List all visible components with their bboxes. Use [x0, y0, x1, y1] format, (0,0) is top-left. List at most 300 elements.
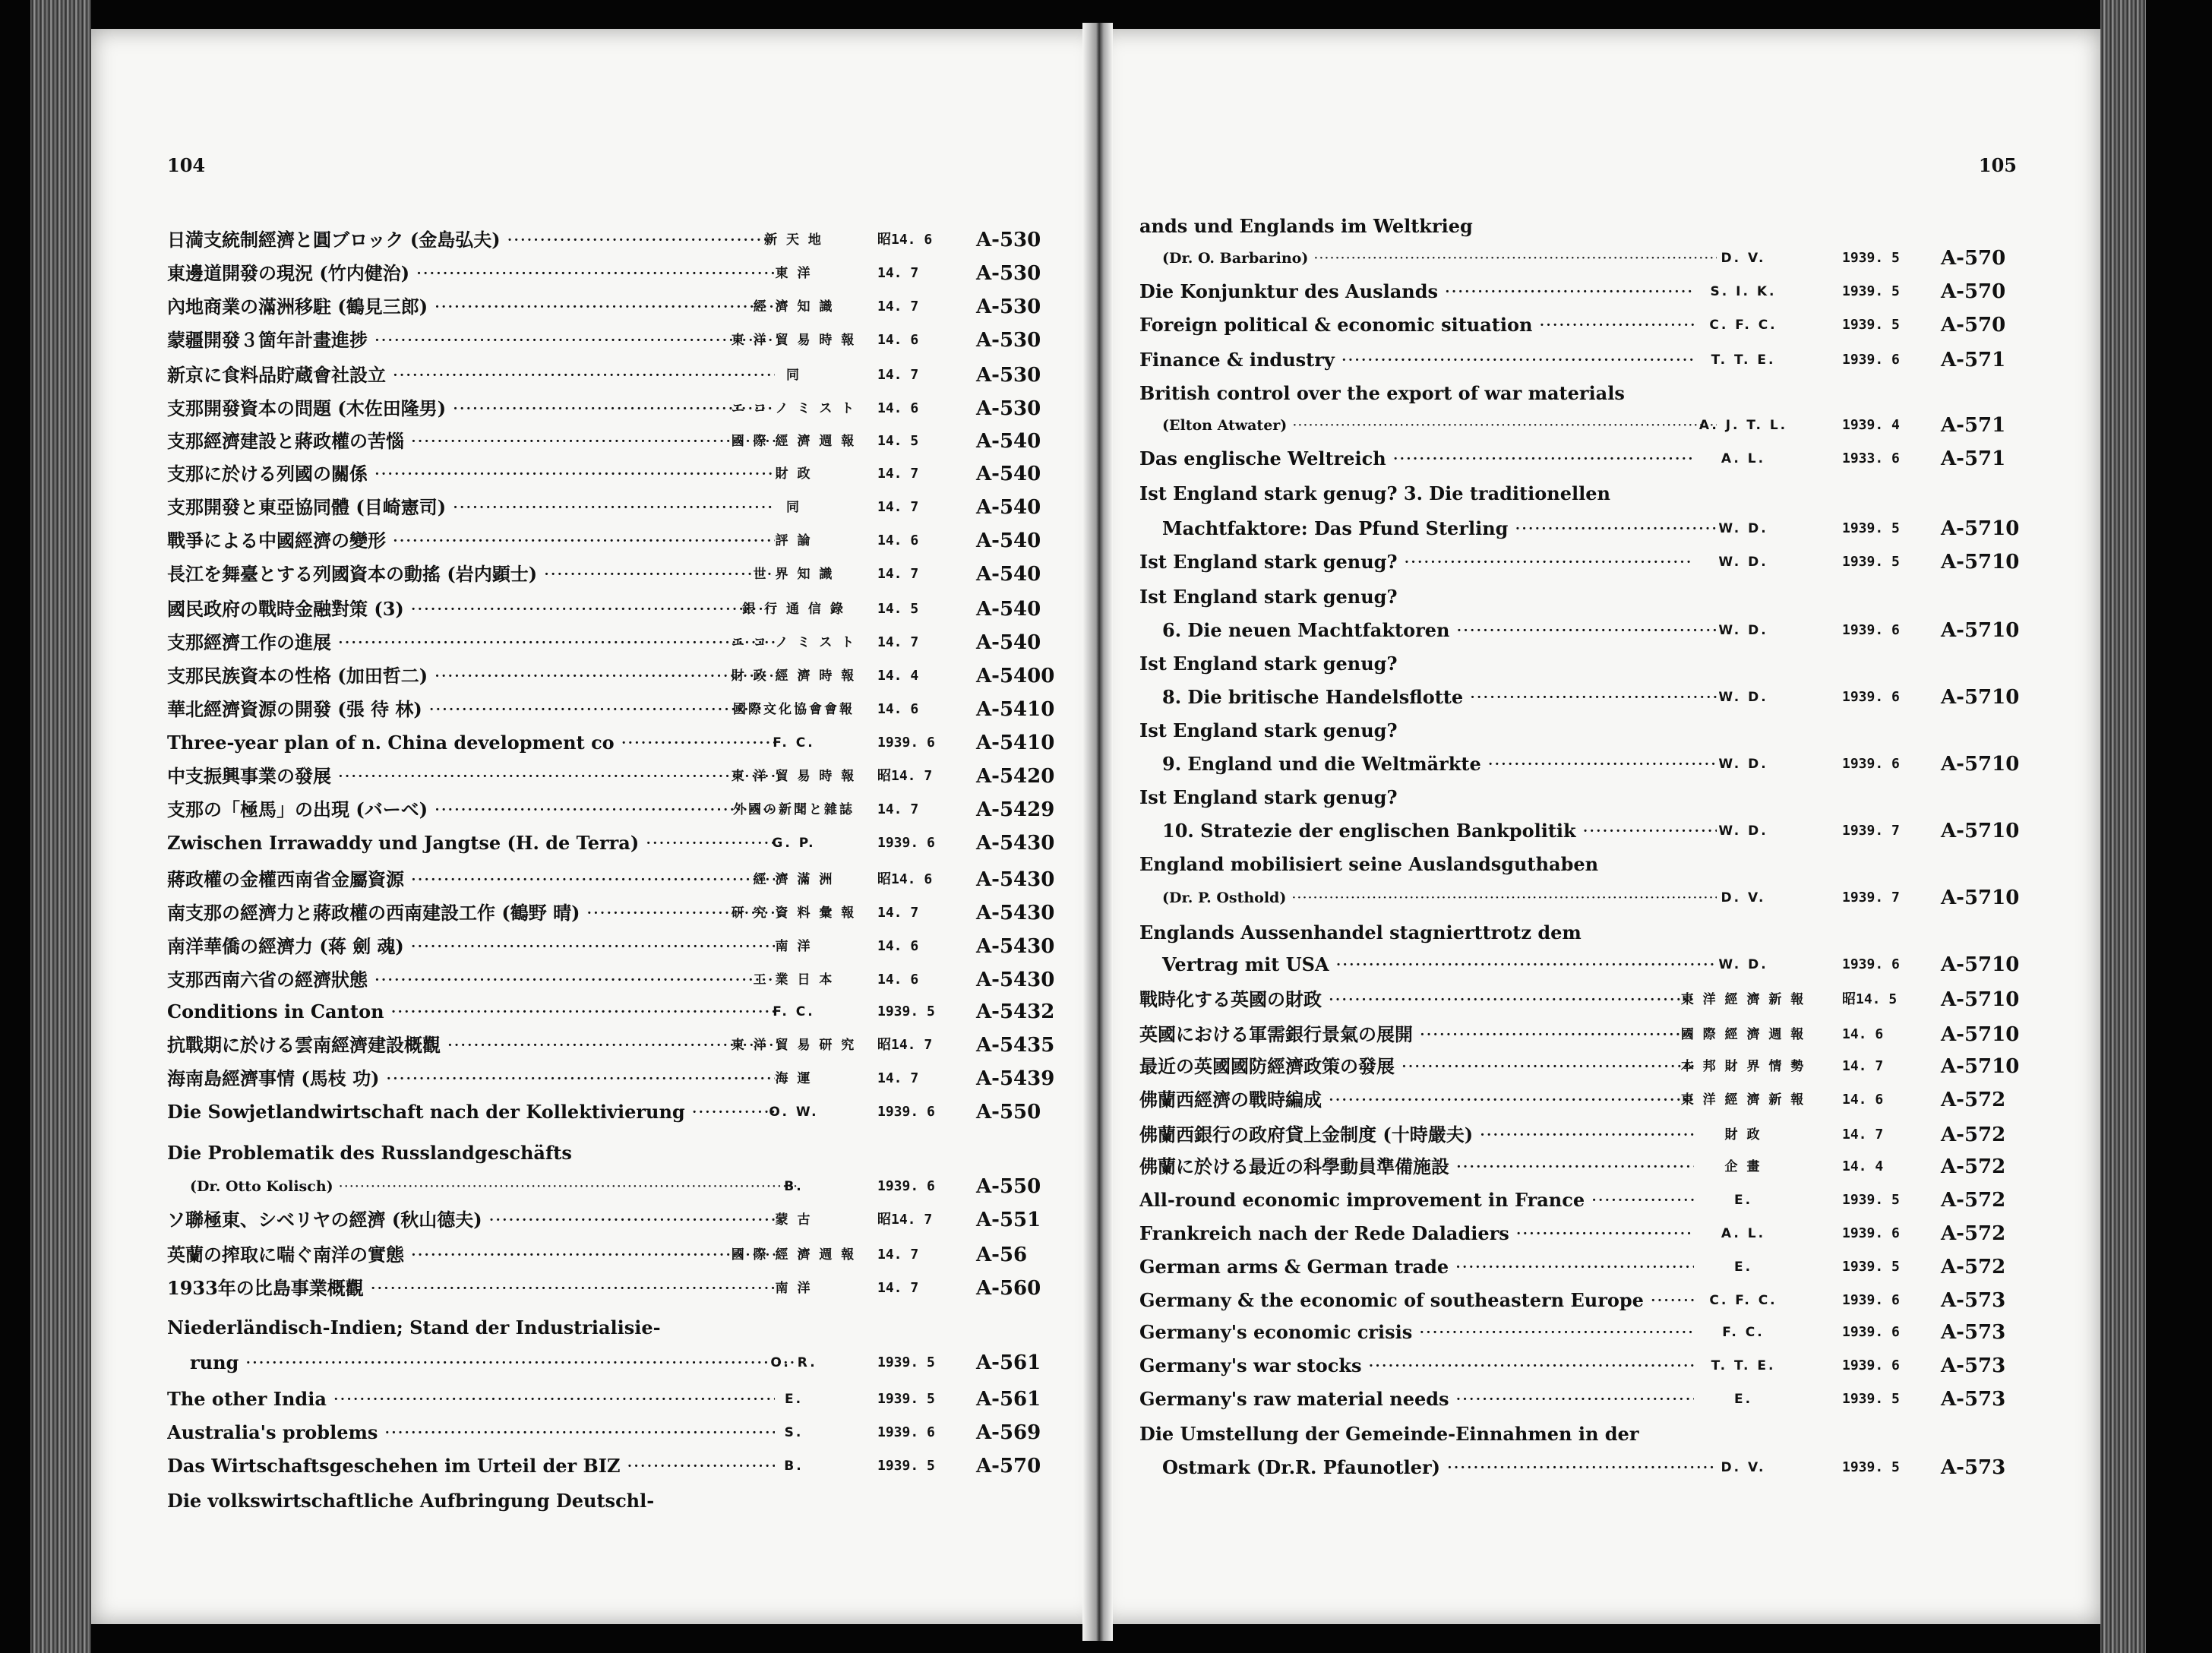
entry-title: The other India ·····	[167, 1387, 775, 1411]
entry-source: 國 際 經 濟 週 報	[1680, 1027, 1806, 1042]
entry-date: 14. 7	[877, 1070, 919, 1086]
entry-row	[1098, 652, 2100, 676]
entry-row	[1098, 618, 2100, 643]
entry-row	[91, 1208, 1100, 1232]
entry-source: 經 濟 知 識	[753, 299, 835, 314]
entry-classification-code: A-530	[976, 329, 1041, 352]
entry-title: 華北經濟資源の開發 (張 待 林) ·····	[167, 697, 775, 722]
entry-title: Ist England stark genug? ·····	[1139, 550, 1694, 574]
entry-row	[91, 295, 1100, 319]
entry-row	[91, 1067, 1100, 1091]
entry-source: 東 洋	[775, 266, 813, 281]
entry-source: 新 天 地	[764, 232, 823, 248]
entry-row	[91, 1276, 1100, 1301]
entry-source: 東 洋 貿 易 時 報	[731, 769, 857, 784]
entry-row	[1098, 921, 2100, 945]
entry-classification-code: A-572	[1941, 1155, 2006, 1178]
entry-date: 14. 7	[1842, 1058, 1884, 1074]
entry-title: 支那開發資本の問題 (木佐田隆男) ·····	[167, 397, 775, 421]
entry-date: 1939. 6	[1842, 1292, 1900, 1308]
entry-row	[1098, 1088, 2100, 1112]
entry-title: 戰爭による中國經濟の變形 ·····	[167, 529, 775, 553]
entry-date: 1939. 6	[877, 1104, 935, 1120]
entry-title: Zwischen Irrawaddy und Jangtse (H. de Terra) ·····	[167, 831, 775, 855]
entry-date: 昭14. 7	[877, 1037, 933, 1053]
entry-row	[91, 764, 1100, 789]
entry-title: Ist England stark genug?	[1139, 719, 1398, 741]
entry-source: W. D.	[1718, 623, 1768, 638]
entry-title: 內地商業の滿洲移駐 (鶴見三郎) ·····	[167, 295, 775, 319]
entry-date: 1939. 5	[1842, 520, 1900, 536]
entry-date: 1939. 4	[1842, 417, 1900, 433]
entry-date: 1939. 5	[877, 1458, 935, 1474]
entry-source: 財 政	[1724, 1127, 1762, 1143]
entry-source: 銀 行 通 信 錄	[742, 602, 845, 617]
entry-row	[91, 328, 1100, 352]
entry-source: 世 界 知 識	[753, 567, 835, 582]
entry-title: 支那民族資本の性格 (加田哲二) ·····	[167, 664, 775, 688]
entry-row	[91, 1489, 1100, 1513]
entry-row	[91, 1243, 1100, 1267]
entry-row	[1098, 413, 2100, 438]
entry-classification-code: A-5420	[976, 765, 1055, 788]
entry-row	[1098, 1288, 2100, 1313]
entry-source: エ コ ノ ミ ス ト	[731, 401, 857, 416]
entry-classification-code: A-5410	[976, 698, 1055, 721]
entry-classification-code: A-573	[1941, 1289, 2006, 1312]
entry-classification-code: A-540	[976, 631, 1041, 654]
entry-row	[91, 934, 1100, 959]
entry-classification-code: A-5430	[976, 868, 1055, 891]
entry-date: 昭14. 6	[877, 232, 933, 248]
entry-title: 佛蘭西銀行の政府貸上金制度 (十時嚴夫) ·····	[1139, 1123, 1694, 1147]
entry-title: Australia's problems ·····	[167, 1421, 775, 1445]
entry-date: 14. 5	[877, 601, 919, 617]
entry-classification-code: A-560	[976, 1277, 1041, 1300]
entry-source: 評 論	[775, 533, 813, 548]
entry-date: 14. 7	[877, 566, 919, 582]
entry-row	[1098, 953, 2100, 977]
entry-title: ソ聯極東、シベリヤの經濟 (秋山德夫) ·····	[167, 1208, 775, 1232]
entry-title: Germany's raw material needs ·····	[1139, 1387, 1694, 1411]
entry-source: F. C.	[773, 1004, 815, 1019]
entry-date: 14. 7	[877, 801, 919, 817]
entry-classification-code: A-571	[1941, 447, 2006, 470]
entry-row	[91, 1421, 1100, 1445]
entry-classification-code: A-5710	[1941, 1055, 2020, 1078]
entry-row	[91, 697, 1100, 722]
entry-date: 14. 4	[1842, 1158, 1884, 1174]
entry-title: Foreign political & economic situation ·····	[1139, 313, 1694, 337]
entry-title: 新京に食料品貯蔵會社設立 ·····	[167, 363, 775, 387]
entry-classification-code: A-573	[1941, 1456, 2006, 1479]
entry-date: 14. 6	[877, 938, 919, 954]
entry-classification-code: A-573	[1941, 1354, 2006, 1377]
entry-source: T. T. E.	[1711, 1358, 1776, 1373]
entry-date: 14. 6	[877, 533, 919, 548]
entry-row	[91, 1387, 1100, 1411]
entry-row	[1098, 280, 2100, 304]
entry-date: 14. 7	[877, 299, 919, 314]
entry-source: C. F. C.	[1709, 1293, 1778, 1308]
entry-source: W. D.	[1718, 555, 1768, 570]
entry-row	[91, 1174, 1100, 1199]
entry-title: Ostmark (Dr.R. Pfaunotler) ·····	[1139, 1455, 1717, 1480]
entry-date: 1939. 6	[1842, 352, 1900, 368]
entry-date: 14. 6	[877, 701, 919, 717]
entry-title: 6. Die neuen Machtfaktoren ·····	[1139, 618, 1717, 643]
entry-source: 同	[786, 500, 801, 515]
entry-date: 14. 7	[877, 1247, 919, 1263]
entry-date: 14. 6	[877, 972, 919, 988]
entry-title: 1933年の比島事業概觀 ·····	[167, 1276, 775, 1301]
entry-title: 9. England und die Weltmärkte ·····	[1139, 752, 1717, 776]
entry-source: S.	[784, 1425, 804, 1440]
entry-row	[1098, 1155, 2100, 1179]
entry-row	[1098, 1455, 2100, 1480]
entry-classification-code: A-5710	[1941, 551, 2020, 574]
entry-source: T. T. E.	[1711, 352, 1776, 368]
entry-classification-code: A-570	[1941, 247, 2006, 270]
entry-title: Germany's economic crisis ·····	[1139, 1320, 1694, 1345]
entry-title: 英國における軍需銀行景氣の展開 ·····	[1139, 1022, 1694, 1047]
entry-source: G. P.	[772, 836, 816, 851]
entry-date: 昭14. 7	[877, 1212, 933, 1228]
entry-title: German arms & German trade ·····	[1139, 1255, 1694, 1279]
entry-title: ands und Englands im Weltkrieg	[1139, 215, 1473, 237]
entry-row	[91, 664, 1100, 688]
entry-title: 海南島經濟事情 (馬枝 功) ·····	[167, 1067, 775, 1091]
entry-source: 蒙 古	[775, 1212, 813, 1228]
entry-title: 日満支統制經濟と圓ブロック (金島弘夫) ·····	[167, 228, 775, 252]
entry-classification-code: A-540	[976, 563, 1041, 586]
entry-title: Ist England stark genug?	[1139, 653, 1398, 675]
entry-row	[91, 228, 1100, 252]
entry-classification-code: A-572	[1941, 1089, 2006, 1111]
entry-date: 14. 6	[1842, 1092, 1884, 1108]
entry-date: 1939. 5	[1842, 317, 1900, 333]
entry-date: 14. 6	[1842, 1026, 1884, 1042]
entry-row	[91, 562, 1100, 586]
entry-row	[1098, 214, 2100, 239]
entry-row	[91, 529, 1100, 553]
entry-source: 國 際 經 濟 週 報	[731, 1247, 857, 1263]
entry-classification-code: A-5710	[1941, 988, 2020, 1011]
entry-row	[1098, 313, 2100, 337]
entry-classification-code: A-550	[976, 1101, 1041, 1124]
entry-date: 1939. 5	[1842, 250, 1900, 266]
entry-title: Das Wirtschaftsgeschehen im Urteil der BIZ ·····	[167, 1454, 775, 1478]
entry-row	[1098, 550, 2100, 574]
entry-classification-code: A-5710	[1941, 686, 2020, 709]
entry-date: 14. 7	[877, 1280, 919, 1296]
entry-source: S. I. K.	[1710, 284, 1777, 299]
entry-title: 8. Die britische Handelsflotte ·····	[1139, 685, 1717, 710]
entry-date: 1939. 6	[877, 735, 935, 751]
entry-source: 東 洋 貿 易 研 究	[731, 1038, 857, 1053]
entry-row	[1098, 785, 2100, 810]
book-edge-left	[30, 0, 91, 1653]
entry-classification-code: A-5430	[976, 935, 1055, 958]
entry-date: 1939. 5	[1842, 1459, 1900, 1475]
entry-classification-code: A-530	[976, 397, 1041, 420]
entry-classification-code: A-572	[1941, 1124, 2006, 1146]
entry-date: 1939. 6	[1842, 622, 1900, 638]
entry-row	[1098, 1022, 2100, 1047]
entry-source: E.	[784, 1392, 804, 1407]
entry-title: 最近の英國國防經濟政策の發展 ·····	[1139, 1054, 1694, 1079]
entry-source: E.	[1733, 1193, 1753, 1208]
entry-source: C. F. C.	[1709, 318, 1778, 333]
entry-row	[91, 261, 1100, 286]
entry-title: 東邊道開發の現況 (竹内健治) ·····	[167, 261, 775, 286]
entry-date: 1939. 6	[1842, 1225, 1900, 1241]
book-gutter	[1082, 23, 1113, 1641]
entry-classification-code: A-5710	[1941, 1023, 2020, 1046]
entry-row	[1098, 1123, 2100, 1147]
entry-title: 戰時化する英國の財政 ·····	[1139, 988, 1694, 1012]
entry-source: 南 洋	[775, 1281, 813, 1296]
entry-classification-code: A-5432	[976, 1000, 1055, 1023]
entry-classification-code: A-569	[976, 1421, 1041, 1444]
entry-title: Ist England stark genug?	[1139, 586, 1398, 608]
entry-source: W. D.	[1718, 823, 1768, 839]
entry-row	[1098, 1188, 2100, 1212]
entry-row	[91, 363, 1100, 387]
entry-title: 支那に於ける列國の關係 ·····	[167, 462, 775, 486]
entry-classification-code: A-572	[1941, 1189, 2006, 1212]
entry-date: 14. 7	[877, 634, 919, 650]
entry-source: 東 洋 經 濟 新 報	[1680, 1092, 1806, 1108]
entry-classification-code: A-572	[1941, 1256, 2006, 1278]
entry-row	[1098, 246, 2100, 270]
entry-date: 1939. 6	[877, 1424, 935, 1440]
entry-title: (Dr. O. Barbarino) ·····	[1139, 246, 1717, 270]
entry-classification-code: A-5430	[976, 832, 1055, 855]
entry-row	[1098, 1054, 2100, 1079]
entry-row	[1098, 1387, 2100, 1411]
entry-source: F. C.	[1722, 1325, 1765, 1340]
entry-row	[91, 868, 1100, 892]
entry-classification-code: A-540	[976, 463, 1041, 485]
entry-classification-code: A-540	[976, 598, 1041, 621]
entry-classification-code: A-572	[1941, 1222, 2006, 1245]
entry-classification-code: A-540	[976, 496, 1041, 519]
entry-title: 蒙疆開發３箇年計畫進捗 ·····	[167, 328, 775, 352]
entry-classification-code: A-550	[976, 1175, 1041, 1198]
entry-date: 14. 7	[877, 265, 919, 281]
entry-source: 東 洋 經 濟 新 報	[1680, 992, 1806, 1007]
entry-title: Die Sowjetlandwirtschaft nach der Kollektivierung ·····	[167, 1100, 775, 1124]
entry-classification-code: A-540	[976, 430, 1041, 453]
entry-row	[91, 1100, 1100, 1124]
entry-classification-code: A-5435	[976, 1034, 1055, 1057]
entry-source: 國 際 經 濟 週 報	[731, 434, 857, 449]
entry-classification-code: A-530	[976, 229, 1041, 251]
entry-source: D. V.	[1721, 1460, 1766, 1475]
entry-title: 中支振興事業の發展 ·····	[167, 764, 775, 789]
entry-title: Die Problematik des Russlandgeschäfts	[167, 1142, 572, 1164]
entry-source: W. D.	[1718, 690, 1768, 705]
entry-classification-code: A-5710	[1941, 953, 2020, 976]
entry-title: 支那西南六省の經濟狀態 ·····	[167, 968, 775, 992]
entry-row	[1098, 585, 2100, 609]
entry-source: 企 畫	[1724, 1159, 1762, 1174]
entry-title: Die Umstellung der Gemeinde-Einnahmen in der	[1139, 1423, 1639, 1445]
entry-row	[1098, 517, 2100, 541]
entry-title: Machtfaktore: Das Pfund Sterling ·····	[1139, 517, 1717, 541]
entry-classification-code: A-561	[976, 1351, 1041, 1374]
entry-source: 國際文化協會會報	[733, 702, 855, 717]
entry-source: E.	[1733, 1260, 1753, 1275]
entry-classification-code: A-5710	[1941, 619, 2020, 642]
entry-row	[1098, 988, 2100, 1012]
entry-classification-code: A-530	[976, 296, 1041, 318]
entry-source: O. R.	[770, 1355, 817, 1370]
entry-title: 英蘭の搾取に喘ぐ南洋の實態 ·····	[167, 1243, 775, 1267]
entry-classification-code: A-570	[976, 1455, 1041, 1478]
entry-title: 抗戰期に於ける雲南經濟建設概觀 ·····	[167, 1033, 775, 1057]
entry-date: 1939. 6	[877, 1178, 935, 1194]
entry-row	[91, 1141, 1100, 1165]
entry-row	[91, 597, 1100, 621]
entry-source: F. C.	[773, 735, 815, 751]
entry-date: 1939. 7	[1842, 890, 1900, 906]
entry-classification-code: A-5710	[1941, 820, 2020, 842]
entry-row	[1098, 447, 2100, 471]
entry-row	[91, 1351, 1100, 1375]
entry-title: 南洋華僑の經濟力 (蒋 劍 魂) ·····	[167, 934, 775, 959]
entry-date: 1939. 6	[1842, 756, 1900, 772]
entry-title: Conditions in Canton ·····	[167, 1000, 775, 1024]
entry-row	[91, 397, 1100, 421]
entry-row	[91, 462, 1100, 486]
entry-date: 昭14. 7	[877, 768, 933, 784]
entry-classification-code: A-551	[976, 1209, 1041, 1231]
entry-date: 1933. 6	[1842, 450, 1900, 466]
entry-classification-code: A-530	[976, 364, 1041, 387]
entry-source: 南 洋	[775, 939, 813, 954]
entry-source: 財 政	[775, 466, 813, 482]
entry-row	[1098, 819, 2100, 843]
entry-date: 1939. 5	[1842, 1391, 1900, 1407]
entry-row	[1098, 381, 2100, 406]
entry-date: 1939. 6	[1842, 956, 1900, 972]
entry-title: Die volkswirtschaftliche Aufbringung Deutschl-	[167, 1490, 655, 1512]
entry-classification-code: A-571	[1941, 349, 2006, 371]
entry-source: W. D.	[1718, 957, 1768, 972]
entry-title: (Dr. Otto Kolisch) ·····	[167, 1174, 798, 1199]
entry-source: B.	[784, 1459, 804, 1474]
entry-row	[91, 731, 1100, 755]
page-number: 105	[1978, 154, 2017, 176]
entry-row	[1098, 685, 2100, 710]
entry-title: Das englische Weltreich ·····	[1139, 447, 1694, 471]
entry-date: 14. 7	[877, 466, 919, 482]
entry-classification-code: A-5430	[976, 969, 1055, 991]
entry-date: 14. 6	[877, 400, 919, 416]
entry-date: 昭14. 6	[877, 871, 933, 887]
entry-source: 同	[786, 368, 801, 383]
entry-date: 1939. 6	[1842, 689, 1900, 705]
entry-classification-code: A-571	[1941, 414, 2006, 437]
entry-title: rung ·····	[167, 1351, 798, 1375]
entry-title: Niederländisch-Indien; Stand der Industrialisie-	[167, 1316, 661, 1339]
entry-source: 經 濟 滿 洲	[753, 872, 835, 887]
entry-row	[91, 831, 1100, 855]
entry-date: 1939. 5	[1842, 1259, 1900, 1275]
entry-classification-code: A-570	[1941, 314, 2006, 337]
entry-row	[91, 798, 1100, 822]
entry-date: 1939. 5	[877, 1391, 935, 1407]
entry-date: 1939. 6	[1842, 1324, 1900, 1340]
entry-title: (Elton Atwater) ·····	[1139, 413, 1717, 438]
entry-row	[1098, 1354, 2100, 1378]
entry-title: Germany & the economic of southeastern Europe ·····	[1139, 1288, 1694, 1313]
entry-title: 佛蘭に於ける最近の科學動員準備施設 ·····	[1139, 1155, 1694, 1179]
entry-source: 海 運	[775, 1071, 813, 1086]
entry-classification-code: A-570	[1941, 280, 2006, 303]
entry-row	[1098, 852, 2100, 877]
entry-source: 東 洋 貿 易 時 報	[731, 333, 857, 348]
entry-title: 佛蘭西經濟の戰時編成 ·····	[1139, 1088, 1694, 1112]
entry-date: 1939. 6	[877, 835, 935, 851]
entry-source: W. D.	[1718, 521, 1768, 536]
entry-classification-code: A-5710	[1941, 753, 2020, 776]
entry-title: 國民政府の戰時金融對策 (3) ·····	[167, 597, 775, 621]
entry-title: Finance & industry ·····	[1139, 348, 1694, 372]
entry-date: 14. 7	[877, 499, 919, 515]
entry-row	[1098, 348, 2100, 372]
entry-classification-code: A-530	[976, 262, 1041, 285]
entry-date: 1939. 6	[1842, 1357, 1900, 1373]
entry-row	[91, 901, 1100, 925]
entry-title: Ist England stark genug? 3. Die traditionellen	[1139, 482, 1610, 504]
entry-title: Three-year plan of n. China development co ·····	[167, 731, 775, 755]
entry-date: 14. 4	[877, 668, 919, 684]
entry-title: (Dr. P. Osthold) ·····	[1139, 886, 1717, 910]
entry-title: Englands Aussenhandel stagnierttrotz dem	[1139, 921, 1582, 943]
entry-date: 14. 7	[877, 367, 919, 383]
entry-title: 支那經濟建設と蔣政權の苦惱 ·····	[167, 429, 775, 454]
entry-title: Ist England stark genug?	[1139, 786, 1398, 808]
entry-source: O. W.	[769, 1105, 819, 1120]
entry-title: British control over the export of war materials	[1139, 382, 1625, 404]
entry-date: 1939. 5	[1842, 283, 1900, 299]
entry-source: W. D.	[1718, 757, 1768, 772]
entry-classification-code: A-5710	[1941, 517, 2020, 540]
entry-classification-code: A-5710	[1941, 887, 2020, 909]
entry-source: 研 究 資 料 彙 報	[731, 906, 857, 921]
entry-classification-code: A-573	[1941, 1321, 2006, 1344]
entry-title: Frankreich nach der Rede Daladiers ·····	[1139, 1222, 1694, 1246]
entry-date: 14. 6	[877, 332, 919, 348]
entry-title: 支那經濟工作の進展 ·····	[167, 631, 775, 655]
entry-classification-code: A-540	[976, 529, 1041, 552]
entry-source: A. L.	[1721, 451, 1766, 466]
entry-row	[91, 429, 1100, 454]
entry-title: Germany's war stocks ·····	[1139, 1354, 1694, 1378]
entry-source: A. J. T. L.	[1698, 418, 1788, 433]
entry-row	[1098, 752, 2100, 776]
right-page	[1098, 29, 2100, 1624]
entry-row	[91, 968, 1100, 992]
entry-date: 14. 7	[1842, 1127, 1884, 1143]
entry-classification-code: A-5429	[976, 798, 1055, 821]
entry-title: 蔣政權の金權西南省金屬資源 ·····	[167, 868, 775, 892]
entry-date: 1939. 7	[1842, 823, 1900, 839]
entry-source: A. L.	[1721, 1226, 1766, 1241]
